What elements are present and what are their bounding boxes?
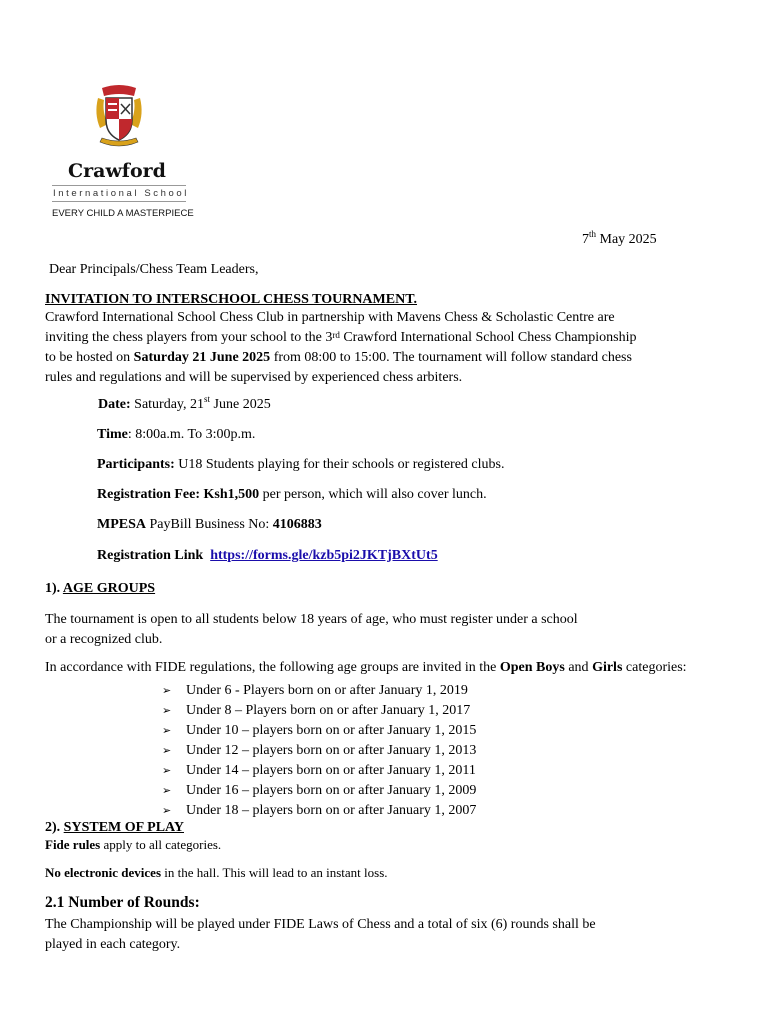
logo-divider [52,185,186,186]
section-heading-rounds: 2.1 Number of Rounds: [45,894,200,911]
arrow-bullet-icon: ➢ [162,704,172,717]
registration-link[interactable]: https://forms.gle/kzb5pi2JKTjBXtUt5 [210,548,438,563]
list-item: ➢ Under 14 – players born on or after January 1, 2011 [162,761,476,781]
school-motto: EVERY CHILD A MASTERPIECE [52,208,194,219]
detail-registration-fee: Registration Fee: Ksh1,500 per person, which will also cover lunch. [97,487,487,502]
age-groups-intro: In accordance with FIDE regulations, the following age groups are invited in the Open Boys and Girls categories: [45,660,687,675]
list-item: ➢ Under 16 – players born on or after January 1, 2009 [162,781,476,801]
intro-paragraph: Crawford International School Chess Club in partnership with Mavens Chess & Scholastic Centre are inviting the chess players from your school to the 3rd Crawford International School Chess Championship to be hosted on Saturday 21 June 2025 from 08:00 to 15:00. The tournament will follow standard chess rules and regulations and will be supervised by experienced chess arbiters. [45,310,637,385]
detail-date: Date: Saturday, 21st June 2025 [98,394,271,412]
arrow-bullet-icon: ➢ [162,804,172,817]
detail-time: Time: 8:00a.m. To 3:00p.m. [97,427,256,442]
electronic-devices-line: No electronic devices in the hall. This will lead to an instant loss. [45,865,388,880]
school-name: Crawford [68,160,166,182]
list-item: ➢ Under 12 – players born on or after January 1, 2013 [162,741,476,761]
letter-date: 7th May 2025 [582,229,657,247]
list-item: ➢ Under 6 - Players born on or after January 1, 2019 [162,681,476,701]
school-subtitle: International School [53,188,189,199]
list-item: ➢ Under 8 – Players born on or after January 1, 2017 [162,701,476,721]
section-heading-age-groups: 1). AGE GROUPS [45,581,156,596]
logo-divider [52,201,186,202]
detail-participants: Participants: U18 Students playing for their schools or registered clubs. [97,457,505,472]
arrow-bullet-icon: ➢ [162,764,172,777]
list-item: ➢ Under 10 – players born on or after January 1, 2015 [162,721,476,741]
detail-registration-link: Registration Link https://forms.gle/kzb5pi2JKTjBXtUt5 [97,548,438,563]
arrow-bullet-icon: ➢ [162,784,172,797]
arrow-bullet-icon: ➢ [162,724,172,737]
detail-mpesa: MPESA PayBill Business No: 4106883 [97,517,322,532]
school-crest-icon [94,84,144,152]
list-item: ➢ Under 18 – players born on or after January 1, 2007 [162,801,476,821]
document-title: INVITATION TO INTERSCHOOL CHESS TOURNAMENT. [45,292,418,307]
fide-rules-line: Fide rules apply to all categories. [45,837,222,852]
arrow-bullet-icon: ➢ [162,744,172,757]
age-group-list [162,681,476,821]
arrow-bullet-icon: ➢ [162,684,172,697]
age-groups-paragraph: The tournament is open to all students below 18 years of age, who must register under a school or a recognized club. [45,612,578,647]
rounds-paragraph: The Championship will be played under FIDE Laws of Chess and a total of six (6) rounds shall be played in each category. [45,917,596,952]
salutation: Dear Principals/Chess Team Leaders, [49,262,259,277]
section-heading-system-of-play: 2). SYSTEM OF PLAY [45,820,184,835]
